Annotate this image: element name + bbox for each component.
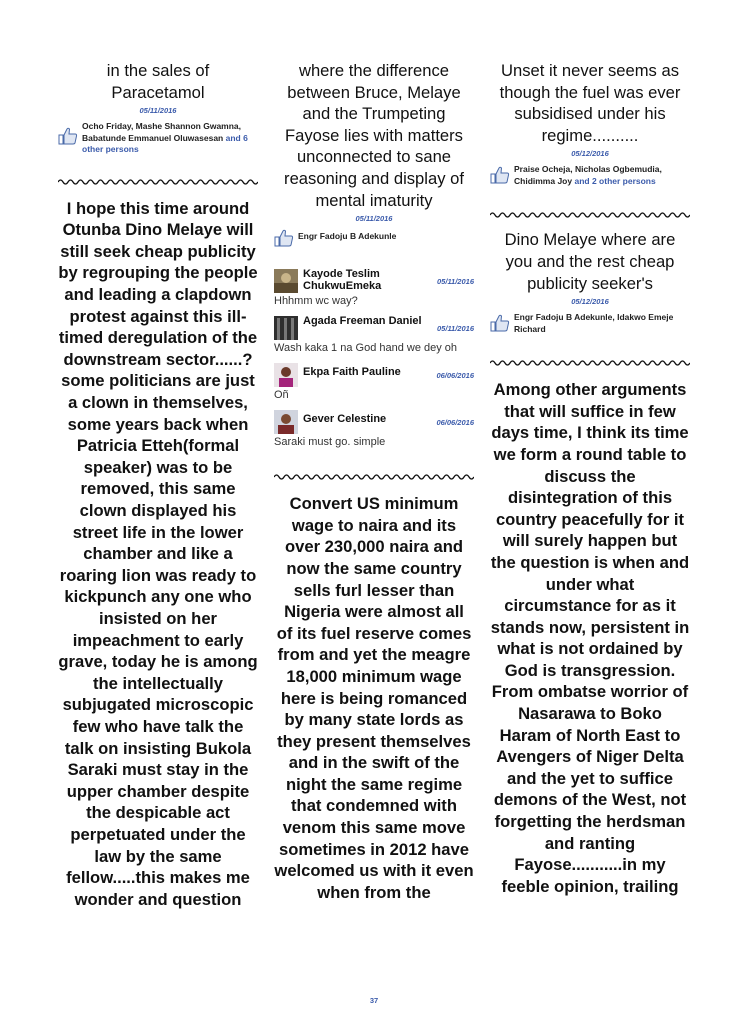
thumbs-up-icon[interactable] [274,229,294,247]
avatar[interactable] [274,410,298,434]
likes-row [490,312,690,335]
liker-names[interactable]: Praise Ocheja, Nicholas Ogbemudia, Chidimma Joy [514,164,662,186]
comment-text: Oñ [274,389,289,402]
comment-text: Hhhmm wc way? [274,295,358,308]
comment-date: 06/06/2016 [436,418,474,428]
comment [274,410,474,449]
comment [274,316,474,355]
post-date: 05/11/2016 [355,214,393,224]
post-date: 05/11/2016 [139,106,177,116]
liker-names[interactable]: Engr Fadoju B Adekunle, Idakwo Emeje Richard [514,312,674,334]
comment [274,269,474,308]
comment-date: 05/11/2016 [437,324,474,334]
post-text: in the sales of Paracetamol [106,61,210,102]
likes-row [274,229,474,247]
comment-date: 06/06/2016 [436,371,474,381]
avatar[interactable] [274,363,298,387]
liker-names[interactable]: Engr Fadoju B Adekunle [298,231,397,242]
other-persons-link[interactable]: and 6 other persons [82,132,248,155]
avatar[interactable] [274,269,298,293]
wavy-divider [58,178,258,186]
column-1 [58,60,258,910]
commenter-name[interactable]: Agada Freeman Daniel [303,315,422,328]
thumbs-up-icon[interactable] [490,314,510,332]
liker-names[interactable]: Ocho Friday, Mashe Shannon Gwamna, Babatunde Emmanuel Oluwasesan [82,121,242,143]
likes-names [298,231,396,243]
likes-row [58,121,258,156]
wavy-divider [274,473,474,481]
post-text: where the difference between Bruce, Melaye and the Trumpeting Fayose lies with matters unconnected to sane reasoning and display of mental imaturity [284,61,464,210]
wavy-divider [490,359,690,367]
post-date: 05/12/2016 [571,297,609,307]
thumbs-up-icon[interactable] [58,127,78,145]
likes-row [490,164,690,187]
wavy-divider [490,211,690,219]
avatar[interactable] [274,316,298,340]
post-text: Unset it never seems as though the fuel was ever subsidised under his regime.......... [499,61,681,145]
column-3 [490,60,690,897]
comment-text: Saraki must go. simple [274,436,386,449]
post-text: I hope this time around Otunba Dino Melaye will still seek cheap publicity by regrouping the people and leading a clapdown protest against this ill-timed deregulation of the downstream sector......? some politicians are just a clown in themselves, some years back when Patricia Etteh(formal speaker) was to be removed, this same clown displayed his street life in the lower chamber and like a roaring lion was ready to kickpunch any one who insisted on her impeachment to early grave, today he is among the intellectually subjugated microscopic few who have talk the talk on insisting Bukola Saraki must stay in the upper chamber despite the despicable act perpetuated under the law by the same fellow.....this makes me wonder and question [58,198,258,909]
likes-names [514,312,690,335]
comment-text: Wash kaka 1 na God hand we dey oh [274,342,458,355]
likes-names [514,164,690,187]
commenter-name[interactable]: Ekpa Faith Pauline [303,366,401,379]
thumbs-up-icon[interactable] [490,166,510,184]
post-text: Among other arguments that will suffice in few days time, I think its time we form a round table to discuss the disintegration of this country peacefully for it will surely happen but the question is when and under what circumstance for as it stands now, persistent in what is not ordained by God is transgression. From ombatse worrior of Nasarawa to Boko Haram of North East to Avengers of Niger Delta and the yet to suffice demons of the West, not forgetting the herdsman and ranting Fayose...........in my feeble opinion, trailing [490,380,690,896]
commenter-name[interactable]: Gever Celestine [303,413,387,426]
other-persons-link[interactable]: and 2 other persons [574,175,656,186]
column-2 [274,60,474,903]
comment-date: 05/11/2016 [437,277,474,287]
post-date: 05/12/2016 [571,149,609,159]
post-text: Convert US minimum wage to naira and its over 230,000 naira and now the same country sells furl lesser than Nigeria were almost all of its fuel reserve comes from and yet the meagre 18,000 minimum wage here is being romanced by many state lords as they present themselves and in the swift of the night the same regime that condemned with venom this same move sometimes in 2012 have welcomed us with it even when from the [274,494,474,902]
post-text: Dino Melaye where are you and the rest cheap publicity seeker's [504,230,676,293]
commenter-name[interactable]: Kayode Teslim ChukwuEmeka [303,268,382,292]
likes-names [82,121,258,156]
comment [274,363,474,402]
page-number: 37 [369,996,379,1005]
